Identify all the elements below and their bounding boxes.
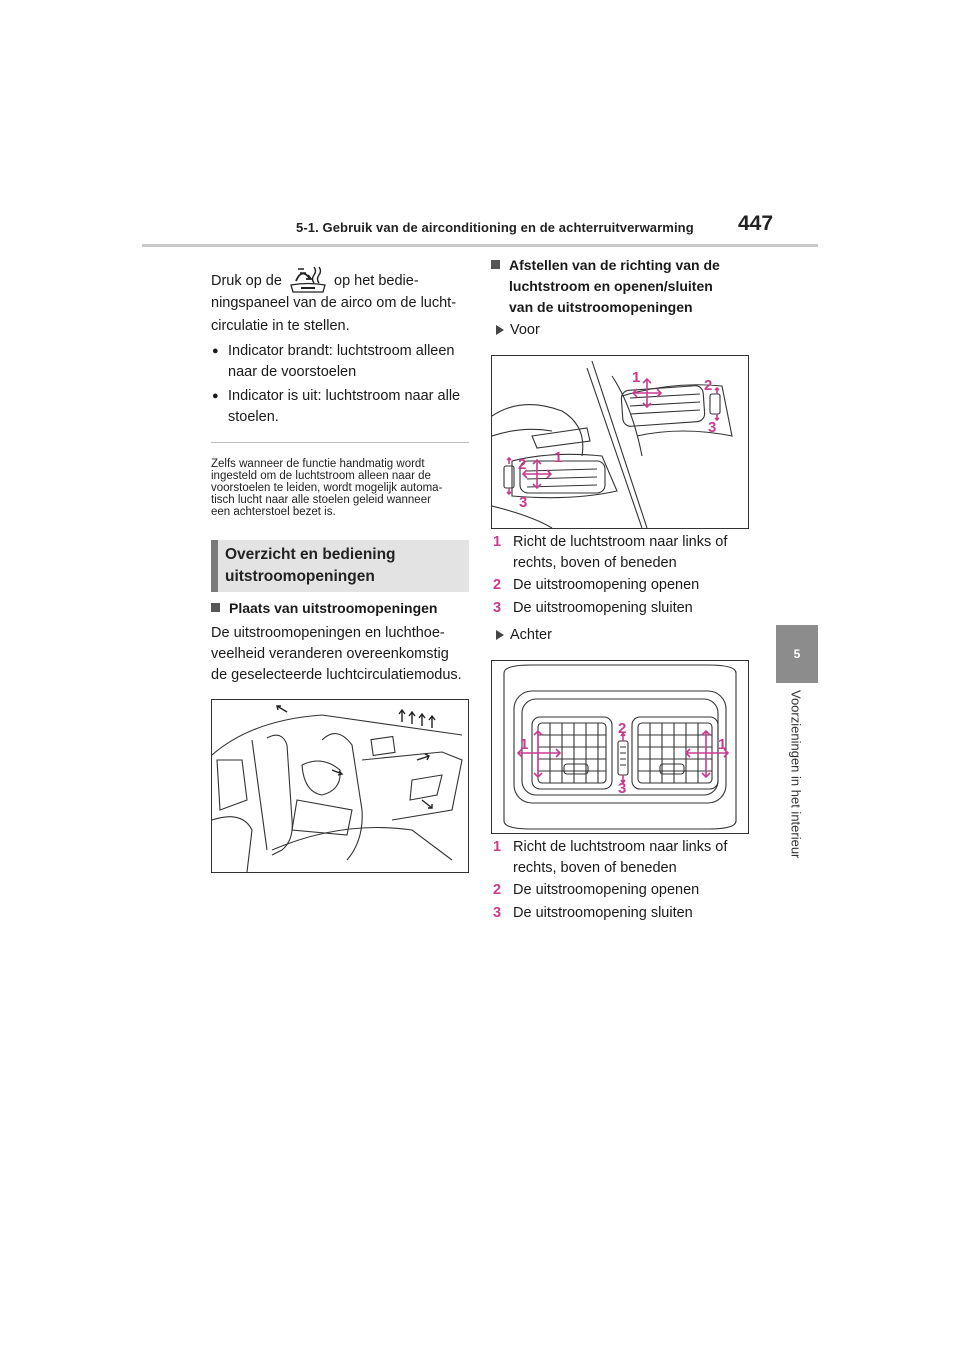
recirculation-button-icon bbox=[288, 265, 328, 293]
rear-item-2-line-1: De uitstroomopening openen bbox=[513, 882, 700, 898]
section-heading bbox=[225, 544, 465, 588]
rear-item-3 bbox=[493, 903, 693, 924]
chapter-side-label: Voorzieningen in het interieur bbox=[788, 690, 804, 859]
rear-item-2-number: 2 bbox=[493, 882, 502, 898]
section-heading-line-1: Overzicht en bediening bbox=[225, 546, 396, 563]
front-item-3-line-1: De uitstroomopening sluiten bbox=[513, 600, 693, 616]
body-line-2: veelheid veranderen overeenkomstig bbox=[211, 646, 449, 662]
rear-item-1-line-2: rechts, boven of beneden bbox=[513, 860, 677, 876]
rear-item-1-line-1: Richt de luchtstroom naar links of bbox=[513, 839, 728, 855]
rear-item-2 bbox=[493, 880, 700, 901]
intro-line-2: ningspaneel van de airco om de lucht- bbox=[211, 295, 457, 311]
bullet-indicator-off bbox=[228, 386, 460, 428]
chapter-side-label-wrap bbox=[771, 690, 821, 880]
note-line: ingesteld om de luchtstroom alleen naar de bbox=[211, 470, 431, 482]
front-item-2-number: 2 bbox=[493, 577, 502, 593]
header-divider bbox=[142, 244, 818, 247]
bullet-2-line-2: stoelen. bbox=[228, 409, 279, 425]
front-item-3 bbox=[493, 598, 693, 619]
front-item-1-line-2: rechts, boven of beneden bbox=[513, 555, 677, 571]
rear-item-1-number: 1 bbox=[493, 839, 502, 855]
section-heading-bar bbox=[211, 540, 218, 592]
callout-front-3: 3 bbox=[708, 419, 717, 436]
car-interior-illustration bbox=[212, 700, 468, 872]
bullet-1-line-1: ● Indicator brandt: luchtstroom alleen bbox=[228, 343, 455, 359]
front-item-1-number: 1 bbox=[493, 534, 502, 550]
vent-locations-figure bbox=[211, 699, 469, 873]
front-item-2 bbox=[493, 575, 700, 596]
callout-front-1: 1 bbox=[632, 369, 641, 386]
front-item-1 bbox=[493, 532, 728, 574]
callout-front-1b: 1 bbox=[554, 449, 563, 466]
note-line: Zelfs wanneer de functie handmatig wordt bbox=[211, 458, 425, 470]
front-item-3-number: 3 bbox=[493, 600, 502, 616]
section-heading-line-2: uitstroomopeningen bbox=[225, 568, 375, 585]
note-text bbox=[211, 458, 471, 518]
note-line: een achterstoel bezet is. bbox=[211, 506, 336, 518]
note-line: voorstoelen te leiden, wordt mogelijk automa- bbox=[211, 482, 443, 494]
callout-rear-1: 1 bbox=[520, 736, 529, 753]
chapter-header-title: 5-1. Gebruik van de airconditioning en de achterruitverwarming bbox=[296, 220, 694, 235]
intro-line-3: circulatie in te stellen. bbox=[211, 318, 350, 334]
subheading-airflow-line-3: van de uitstroomopeningen bbox=[509, 299, 693, 315]
rear-vents-illustration bbox=[492, 661, 748, 833]
intro-after: op het bedie- bbox=[334, 273, 419, 289]
callout-front-2b: 2 bbox=[518, 456, 527, 473]
callout-rear-2: 2 bbox=[618, 720, 627, 737]
body-line-1: De uitstroomopeningen en luchthoe- bbox=[211, 625, 445, 641]
rear-item-3-line-1: De uitstroomopening sluiten bbox=[513, 905, 693, 921]
rear-item-1 bbox=[493, 837, 728, 879]
bullet-indicator-on bbox=[228, 341, 455, 383]
intro-line-1 bbox=[211, 265, 471, 293]
callout-front-3b: 3 bbox=[519, 494, 528, 511]
front-vents-illustration bbox=[492, 356, 748, 528]
bullet-2-line-1: ● Indicator is uit: luchtstroom naar alle bbox=[228, 388, 461, 404]
callout-front-2: 2 bbox=[704, 377, 713, 394]
intro-before: Druk op de bbox=[211, 273, 282, 289]
page-number: 447 bbox=[738, 212, 774, 235]
chapter-tab: 5 bbox=[776, 625, 818, 683]
note-divider bbox=[211, 442, 469, 443]
subheading-airflow-line-1: Afstellen van de richting van de bbox=[509, 257, 720, 273]
subheading-airflow-line-2: luchtstroom en openen/sluiten bbox=[509, 278, 713, 294]
subheading-airflow bbox=[509, 255, 759, 318]
front-vents-figure bbox=[491, 355, 749, 529]
callout-rear-1b: 1 bbox=[718, 736, 727, 753]
callout-rear-3: 3 bbox=[618, 780, 627, 797]
rear-item-3-number: 3 bbox=[493, 905, 502, 921]
body-line-3: de geselecteerde luchtcirculatiemodus. bbox=[211, 667, 462, 683]
bullet-1-line-2: naar de voorstoelen bbox=[228, 364, 357, 380]
note-line: tisch lucht naar alle stoelen geleid wanneer bbox=[211, 494, 431, 506]
front-item-1-line-1: Richt de luchtstroom naar links of bbox=[513, 534, 728, 550]
rear-label: Achter bbox=[510, 625, 552, 646]
front-label: Voor bbox=[510, 320, 540, 341]
rear-vents-figure bbox=[491, 660, 749, 834]
subheading-vent-location: Plaats van uitstroomopeningen bbox=[229, 598, 437, 619]
front-item-2-line-1: De uitstroomopening openen bbox=[513, 577, 700, 593]
